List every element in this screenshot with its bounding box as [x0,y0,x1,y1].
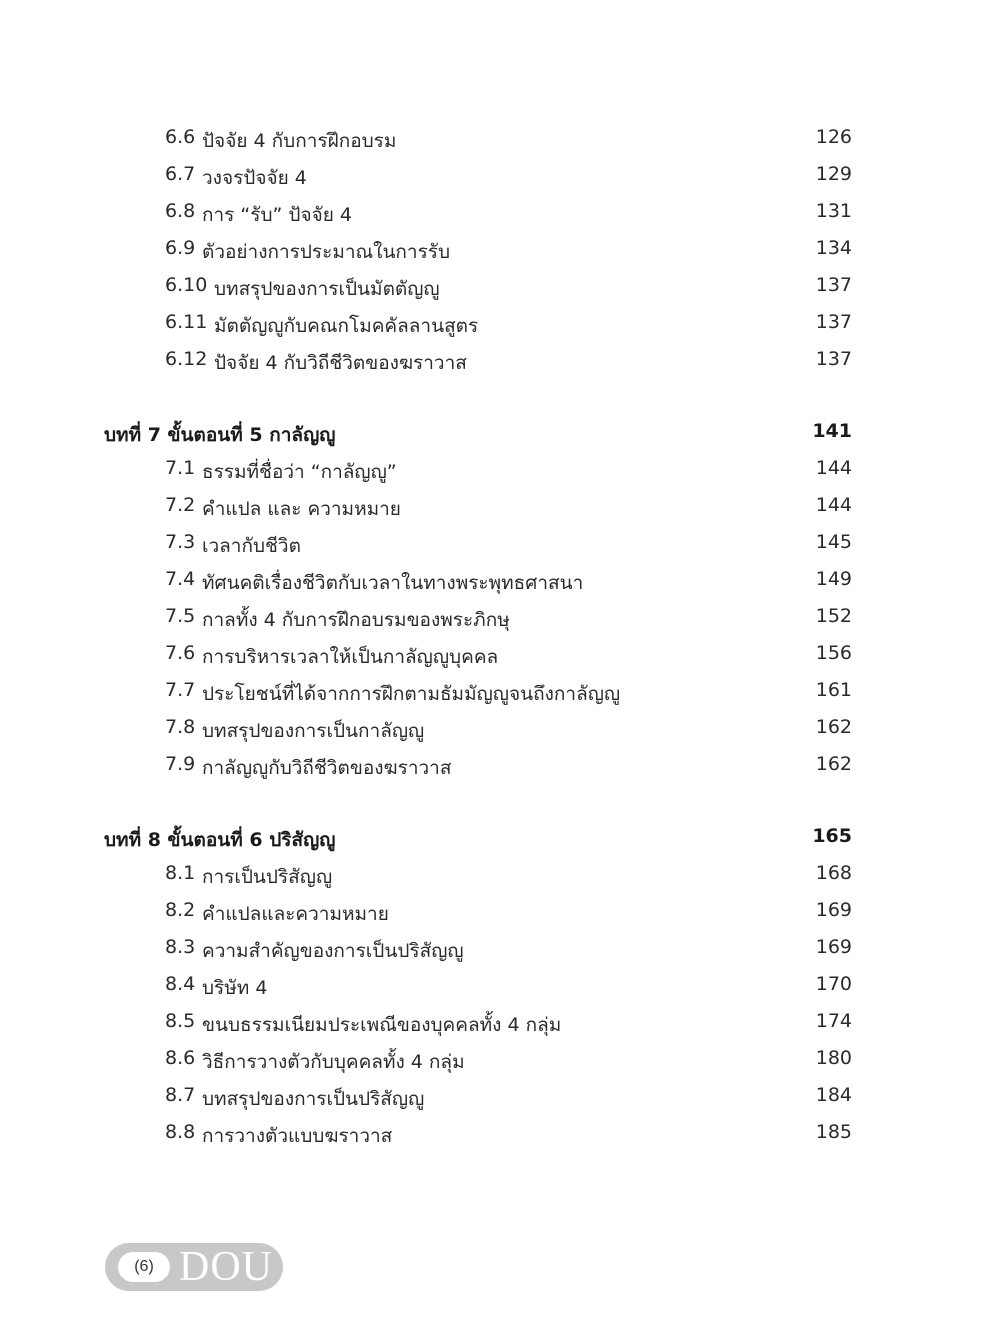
entry-number: 7.2 [165,494,196,516]
entry-page: 137 [815,311,852,333]
entry-page: 134 [815,237,852,259]
entry-title: คำแปล และ ความหมาย [202,498,401,520]
entry-number: 8.1 [165,862,196,884]
chapter-title: บทที่ 7 ขั้นตอนที่ 5 กาลัญญู [104,424,336,446]
toc-entry [0,642,1000,672]
entry-number: 8.7 [165,1084,196,1106]
entry-page: 156 [815,642,852,664]
toc-entry [0,1121,1000,1151]
entry-page: 129 [815,163,852,185]
entry-title: ทัศนคติเรื่องชีวิตกับเวลาในทางพระพุทธศาสนา [202,572,584,594]
entry-title: ประโยชน์ที่ได้จากการฝึกตามธัมมัญญูจนถึงกาลัญญู [202,683,621,705]
entry-number: 7.8 [165,716,196,738]
toc-entry [0,862,1000,892]
page-number: (6) [118,1252,170,1282]
entry-page: 162 [815,716,852,738]
toc-entry [0,237,1000,267]
entry-page: 180 [815,1047,852,1069]
entry-number: 7.9 [165,753,196,775]
toc-entry [0,679,1000,709]
entry-title: ธรรมที่ชื่อว่า “กาลัญญู” [202,461,397,483]
entry-number: 8.3 [165,936,196,958]
chapter-page: 141 [812,420,852,442]
entry-number: 7.7 [165,679,196,701]
entry-page: 137 [815,274,852,296]
toc-entry [0,1047,1000,1077]
entry-number: 8.6 [165,1047,196,1069]
entry-title: วงจรปัจจัย 4 [202,167,307,189]
entry-title: บทสรุปของการเป็นกาลัญญู [202,720,425,742]
entry-title: ปัจจัย 4 กับการฝึกอบรม [202,130,397,152]
entry-title: การเป็นปริสัญญู [202,866,333,888]
toc-entry [0,200,1000,230]
toc-entry [0,716,1000,746]
entry-page: 149 [815,568,852,590]
entry-title: บทสรุปของการเป็นมัตตัญญู [214,278,440,300]
entry-number: 6.7 [165,163,196,185]
entry-page: 126 [815,126,852,148]
toc-entry [0,605,1000,635]
entry-title: การบริหารเวลาให้เป็นกาลัญญูบุคคล [202,646,499,668]
entry-number: 6.6 [165,126,196,148]
page-footer-badge [105,1243,283,1291]
entry-title: การวางตัวแบบฆราวาส [202,1125,393,1147]
toc-entry [0,936,1000,966]
toc-entry [0,348,1000,378]
entry-page: 168 [815,862,852,884]
chapter-page: 165 [812,825,852,847]
toc-entry [0,1084,1000,1114]
entry-page: 145 [815,531,852,553]
entry-title: คำแปลและความหมาย [202,903,389,925]
entry-title: ปัจจัย 4 กับวิถีชีวิตของฆราวาส [214,352,467,374]
entry-page: 174 [815,1010,852,1032]
toc-entry [0,494,1000,524]
dou-logo: DOU [179,1244,273,1290]
entry-number: 8.4 [165,973,196,995]
entry-page: 162 [815,753,852,775]
entry-number: 6.11 [165,311,208,333]
entry-title: ขนบธรรมเนียมประเพณีของบุคคลทั้ง 4 กลุ่ม [202,1014,562,1036]
entry-title: เวลากับชีวิต [202,535,301,557]
chapter-title: บทที่ 8 ขั้นตอนที่ 6 ปริสัญญู [104,829,336,851]
entry-number: 8.8 [165,1121,196,1143]
entry-title: กาลทั้ง 4 กับการฝึกอบรมของพระภิกษุ [202,609,510,631]
chapter-heading [0,420,1000,450]
entry-title: บทสรุปของการเป็นปริสัญญู [202,1088,425,1110]
entry-number: 8.5 [165,1010,196,1032]
entry-number: 7.6 [165,642,196,664]
entry-title: บริษัท 4 [202,977,268,999]
entry-number: 6.12 [165,348,208,370]
entry-page: 170 [815,973,852,995]
entry-number: 6.8 [165,200,196,222]
entry-page: 161 [815,679,852,701]
entry-title: ความสำคัญของการเป็นปริสัญญู [202,940,464,962]
entry-number: 6.9 [165,237,196,259]
entry-number: 8.2 [165,899,196,921]
toc-entry [0,311,1000,341]
toc-entry [0,753,1000,783]
toc-entry [0,1010,1000,1040]
toc-entry [0,973,1000,1003]
toc-entry [0,899,1000,929]
entry-title: มัตตัญญูกับคณกโมคคัลลานสูตร [214,315,479,337]
entry-number: 6.10 [165,274,208,296]
entry-number: 7.4 [165,568,196,590]
entry-page: 169 [815,899,852,921]
entry-number: 7.3 [165,531,196,553]
toc-entry [0,531,1000,561]
toc-entry [0,126,1000,156]
entry-title: วิธีการวางตัวกับบุคคลทั้ง 4 กลุ่ม [202,1051,465,1073]
toc-entry [0,457,1000,487]
entry-page: 144 [815,457,852,479]
entry-page: 152 [815,605,852,627]
toc-entry [0,163,1000,193]
entry-page: 131 [815,200,852,222]
entry-page: 185 [815,1121,852,1143]
toc-entry [0,568,1000,598]
toc-entry [0,274,1000,304]
entry-title: ตัวอย่างการประมาณในการรับ [202,241,451,263]
entry-number: 7.5 [165,605,196,627]
entry-page: 144 [815,494,852,516]
entry-number: 7.1 [165,457,196,479]
entry-title: กาลัญญูกับวิถีชีวิตของฆราวาส [202,757,452,779]
chapter-heading [0,825,1000,855]
entry-page: 169 [815,936,852,958]
entry-page: 137 [815,348,852,370]
entry-page: 184 [815,1084,852,1106]
entry-title: การ “รับ” ปัจจัย 4 [202,204,352,226]
